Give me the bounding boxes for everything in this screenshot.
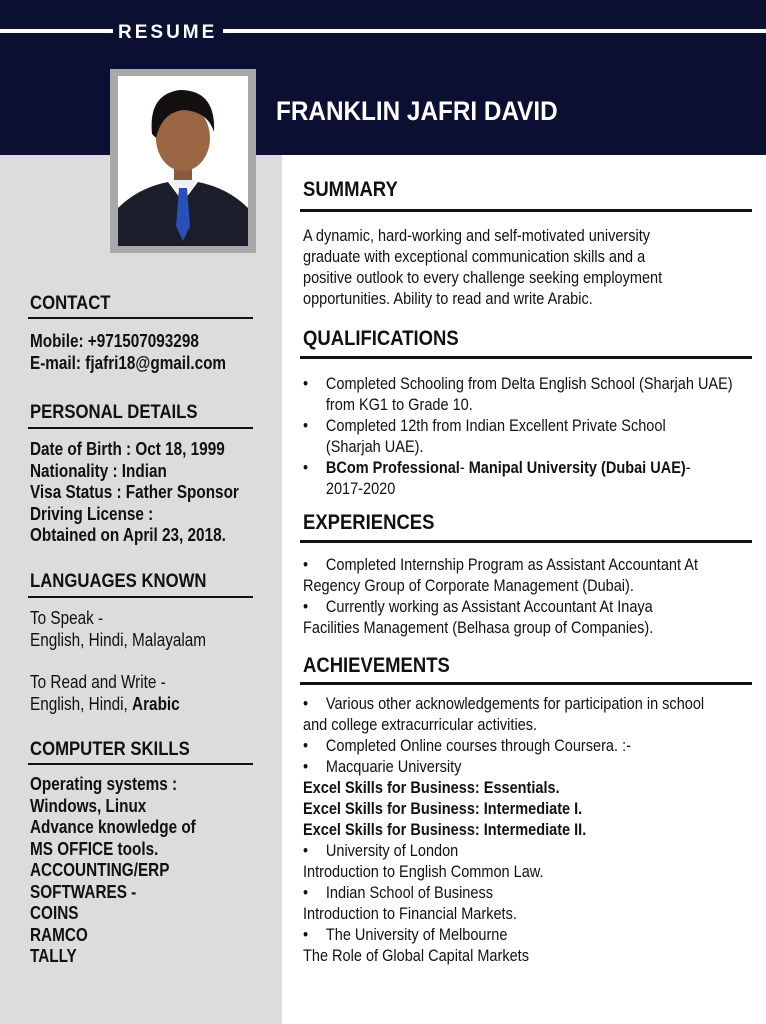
personal-nationality: Nationality : Indian — [30, 460, 167, 481]
personal-heading: PERSONAL DETAILS — [30, 402, 198, 423]
experiences-rule — [300, 540, 752, 543]
list-item — [303, 736, 704, 757]
languages-read-label: To Read and Write - — [30, 672, 166, 692]
languages-rule — [28, 596, 253, 598]
experience-company: Facilities Management (Belhasa group of Companies). — [303, 619, 654, 637]
list-item — [303, 555, 698, 576]
personal-license: Driving License : — [30, 503, 154, 524]
achievement-course: Introduction to English Common Law. — [303, 863, 544, 881]
qualifications-rule — [300, 356, 752, 359]
contact-heading: CONTACT — [30, 293, 111, 314]
list-item — [303, 374, 733, 395]
achievement-institution: Macquarie University — [325, 758, 462, 776]
qualification-separator: - — [459, 459, 469, 477]
experience-text: . — [629, 577, 634, 595]
list-item — [303, 694, 704, 715]
bullet-icon: • — [303, 459, 309, 477]
experience-text: Completed Internship Program as — [325, 556, 547, 574]
achievement-institution: The University of Melbourne — [325, 926, 508, 944]
summary-heading: SUMMARY — [303, 178, 398, 201]
achievements-rule — [300, 682, 752, 685]
header-divider-right — [223, 29, 766, 33]
achievements-heading: ACHIEVEMENTS — [303, 654, 450, 677]
experience-text: Currently working as — [325, 598, 462, 616]
list-item — [303, 458, 733, 479]
computer-line: ACCOUNTING/ERP — [30, 860, 170, 880]
achievement-course: Introduction to Financial Markets. — [303, 905, 517, 923]
computer-line: COINS — [30, 903, 79, 923]
bullet-icon: • — [303, 695, 309, 713]
personal-dob: Date of Birth : Oct 18, 1999 — [30, 439, 225, 459]
languages-read-list — [30, 694, 206, 716]
bullet-icon: • — [303, 598, 309, 616]
achievement-course: Excel Skills for Business: Essentials. — [303, 779, 560, 797]
achievement-course: Excel Skills for Business: Intermediate II. — [303, 821, 587, 839]
languages-speak-label: To Speak - — [30, 608, 104, 628]
achievement-institution: University of London — [325, 842, 459, 860]
profile-photo-frame — [110, 69, 256, 253]
experience-company: Regency Group of Corporate Management (Dubai) — [303, 577, 630, 595]
bullet-icon: • — [303, 375, 309, 393]
list-item — [303, 883, 704, 904]
bullet-icon: • — [303, 842, 309, 860]
header-divider-left — [0, 29, 113, 33]
bullet-icon: • — [303, 556, 309, 574]
personal-rule — [28, 427, 253, 429]
experience-text: At — [681, 556, 698, 574]
experiences-heading: EXPERIENCES — [303, 511, 435, 534]
achievement-course: The Role of Global Capital Markets — [303, 947, 529, 965]
achievement-text: Various other acknowledgements for participation in school — [325, 695, 705, 713]
computer-section — [30, 774, 196, 968]
computer-line: MS OFFICE tools. — [30, 838, 159, 859]
candidate-name: FRANKLIN JAFRI DAVID — [276, 96, 558, 126]
list-item — [303, 416, 733, 437]
summary-line: positive outlook to every challenge seeking employment — [303, 269, 663, 287]
bullet-icon: • — [303, 758, 309, 776]
profile-photo — [118, 76, 248, 246]
languages-read-text: English, Hindi, — [30, 693, 133, 714]
qualification-university: Manipal University (Dubai UAE) — [468, 459, 686, 477]
qualification-degree: BCom Professional — [325, 459, 460, 477]
summary-text — [303, 226, 662, 310]
achievement-text: Completed Online courses through Coursera. :- — [325, 737, 631, 755]
resume-label: RESUME — [118, 22, 218, 43]
achievement-course: Excel Skills for Business: Intermediate I. — [303, 800, 583, 818]
computer-line: SOFTWARES - — [30, 881, 137, 902]
languages-read-arabic: Arabic — [132, 693, 180, 714]
computer-line: RAMCO — [30, 924, 88, 945]
summary-line: opportunities. Ability to read and write Arabic. — [303, 290, 593, 308]
computer-line: Windows, Linux — [30, 795, 147, 816]
summary-rule — [300, 209, 752, 212]
computer-heading: COMPUTER SKILLS — [30, 739, 190, 760]
contact-section — [30, 331, 226, 374]
computer-line: Operating systems : — [30, 774, 178, 794]
qualification-text: (Sharjah UAE). — [325, 438, 424, 456]
experience-role: Assistant Accountant — [546, 556, 682, 574]
personal-license-date: Obtained on April 23, 2018. — [30, 525, 226, 545]
contact-rule — [28, 317, 253, 319]
computer-line: TALLY — [30, 946, 77, 966]
personal-section — [30, 439, 239, 547]
bullet-icon: • — [303, 737, 309, 755]
qualification-text: Completed Schooling from Delta English School (Sharjah UAE) — [325, 375, 733, 393]
contact-mobile: Mobile: +971507093298 — [30, 331, 199, 351]
languages-heading: LANGUAGES KNOWN — [30, 571, 207, 592]
list-item — [303, 841, 704, 862]
personal-visa: Visa Status : Father Sponsor — [30, 482, 239, 502]
experiences-list — [303, 555, 698, 639]
achievement-text: and college extracurricular activities. — [303, 716, 538, 734]
summary-line: graduate with exceptional communication skills and a — [303, 248, 646, 266]
list-item — [303, 597, 698, 618]
contact-email: E-mail: fjafri18@gmail.com — [30, 352, 227, 373]
qualification-years: 2017-2020 — [325, 480, 396, 498]
list-item — [303, 757, 704, 778]
computer-line: Advance knowledge of — [30, 817, 196, 837]
qualification-text: Completed 12th from Indian Excellent Private School — [325, 417, 666, 435]
list-item — [303, 925, 704, 946]
experience-line — [303, 576, 698, 597]
experience-role: Assistant Accountant At Inaya — [461, 598, 653, 616]
bullet-icon: • — [303, 926, 309, 944]
bullet-icon: • — [303, 417, 309, 435]
achievement-institution: Indian School of Business — [325, 884, 493, 902]
achievements-list — [303, 694, 704, 967]
qualifications-heading: QUALIFICATIONS — [303, 327, 459, 350]
qualification-separator: - — [685, 459, 691, 477]
computer-rule — [28, 763, 253, 765]
summary-line: A dynamic, hard-working and self-motivated university — [303, 227, 651, 245]
spacer — [30, 651, 206, 672]
bullet-icon: • — [303, 884, 309, 902]
qualifications-list — [303, 374, 733, 500]
languages-section — [30, 608, 206, 715]
qualification-text: from KG1 to Grade 10. — [325, 396, 473, 414]
languages-speak-list: English, Hindi, Malayalam — [30, 629, 207, 650]
